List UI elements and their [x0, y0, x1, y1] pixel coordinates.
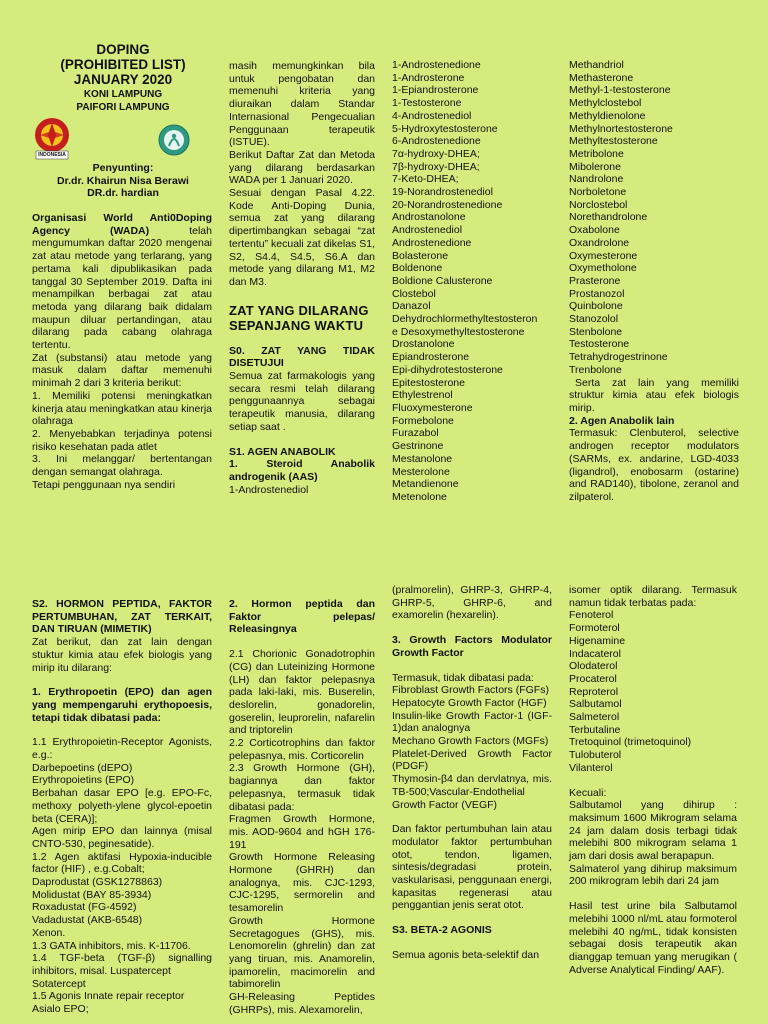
- list-item: Metenolone: [392, 490, 447, 503]
- list-item: Methandriol: [569, 59, 624, 71]
- header-block: [32, 42, 214, 114]
- editor-block: [32, 162, 214, 200]
- list-item: Daprodustat (GSK1278863): [32, 876, 163, 889]
- list-item: Formebolone: [392, 414, 454, 427]
- criteria-item: 1. Memiliki potensi meningkatkan kinerja atau meningkatkan atau kinerja olahraga: [32, 389, 212, 428]
- list-item: Dehydrochlormethyltestosteron: [392, 313, 538, 326]
- list-item: Formoterol: [569, 622, 620, 635]
- list-item: Norboletone: [569, 186, 627, 199]
- list-item: Methasterone: [569, 71, 634, 84]
- list-item: Methyltestosterone: [569, 135, 658, 148]
- panel-8: [569, 584, 737, 976]
- intro-section: [32, 212, 212, 491]
- list-item: Prostanozol: [569, 287, 625, 300]
- list-item: Insulin-like Growth Factor-1 (IGF-1)dan analognya: [392, 709, 552, 735]
- list-item: Clostebol: [392, 287, 436, 300]
- list-item: Roxadustat (FG-4592): [32, 901, 137, 914]
- list-item: Boldenone: [392, 262, 443, 275]
- section-heading: ZAT YANG DILARANG SEPANJANG WAKTU: [229, 302, 369, 333]
- list-item: Hepatocyte Growth Factor (HGF): [392, 696, 547, 709]
- editor-name: DR.dr. hardian: [87, 187, 159, 200]
- list-item: Methylclostebol: [569, 97, 642, 110]
- list-item: 1-Androstenediol: [229, 483, 309, 496]
- list-item: 1.4 TGF-beta (TGF-β) signalling inhibitors, misal. Luspatercept: [32, 952, 212, 977]
- paragraph: Salmaterol yang dihirup maksimum 200 mikrogram lebih dari 24 jam: [569, 862, 737, 888]
- organization-names: KONI LAMPUNG PAIFORI LAMPUNG: [76, 89, 170, 113]
- list-item: Growth Hormone Secretagogues (GHS), mis. Lenomorelin (ghrelin) dan zat yang tiruan, mis. Anamorelin, ipamorelin, macimorelin and tabimorelin: [229, 914, 375, 991]
- doc-title: DOPING (PROHIBITED LIST) JANUARY 2020: [60, 42, 186, 87]
- list-item: Mechano Growth Factors (MGFs): [392, 735, 549, 748]
- list-item: Growth Hormone Releasing Hormone (GHRH) dan analognya, mis. CJC-1293, CJC-1295, sermorelin and tesamorelin: [229, 851, 375, 915]
- subsection-title: 1. Steroid Anabolik androgenik (AAS): [229, 458, 375, 483]
- list-item: Quinbolone: [569, 300, 623, 313]
- list-item: 2.3 Growth Hormone (GH), bagiannya dan faktor pelepasnya, termasuk tidak dibatasi pada:: [229, 762, 375, 813]
- list-item: 19-Norandrostenediol: [392, 186, 493, 199]
- list-item: 5-Hydroxytestosterone: [392, 122, 498, 135]
- paragraph: Termasuk: Clenbuterol, selective androgen receptor modulators (SARMs, ex. andarine, LGD-4033 (ligandrol), enobosarm (ostarine) and RAD140), tibolone, zeranol and zilpaterol.: [569, 427, 739, 503]
- paragraph: Hasil test urine bila Salbutamol melebihi 1000 nl/mL atau formoterol melebihi 40 ng/mL, tidak konsisten sebagai dosis terapeutik akan dianggap temuan yang merugikan ( Adverse Analytical Finding/ AAF).: [569, 900, 737, 976]
- panel-2: [229, 60, 375, 496]
- list-item: Androstanolone: [392, 211, 466, 224]
- list-item: Salbutamol: [569, 698, 622, 711]
- list-item: Oxandrolone: [569, 236, 630, 249]
- panel-7: [392, 584, 552, 962]
- editor-label: Penyunting:: [92, 162, 154, 174]
- list-item: Trenbolone: [569, 363, 622, 376]
- list-item: 7α-hydroxy-DHEA;: [392, 147, 480, 160]
- paifori-logo: [158, 124, 190, 156]
- intro-paragraph: Organisasi World Anti0Doping Agency (WADA) telah mengumumkan daftar 2020 mengenai zat atau metode yang terlarang, yang pertama kali dipublikasikan pada tanggal 30 September 2019. Dafta ini menampilkan berbagai zat atau metoda yang dilarang baik didalam maupun diluar pertandingan, atau dilarang pada cabang olahraga tertentu.: [32, 212, 212, 352]
- logo-caption: INDONESIA: [38, 152, 66, 158]
- list-item: Epiandrosterone: [392, 351, 470, 364]
- list-item: 1-Androsterone: [392, 71, 465, 84]
- list-item: Sotatercept: [32, 977, 86, 990]
- list-item: Tretoquinol (trimetoquinol): [569, 736, 692, 749]
- list-item: Darbepoetins (dEPO): [32, 761, 133, 774]
- list-item: Epitestosterone: [392, 376, 465, 389]
- list-item: Gestrinone: [392, 440, 444, 453]
- list-item: Reproterol: [569, 685, 619, 698]
- list-item: Fragmen Growth Hormone, mis. AOD-9604 and hGH 176-191: [229, 813, 375, 851]
- list-item: 2.1 Chorionic Gonadotrophin (CG) dan Luteinizing Hormone (LH) dan faktor pelepasnya pada laki-laki, mis. Buserelin, deslorelin, gonadorelin, goserelin, leuprorelin, nafarelin and triptorelin: [229, 648, 375, 737]
- list-item: Thymosin-β4 dan dervlatnya, mis. TB-500;Vascular-Endothelial Growth Factor (VEGF): [392, 773, 552, 811]
- criteria-item: 2. Menyebabkan terjadinya potensi risiko kesehatan pada atlet: [32, 427, 212, 453]
- list-item: Tetrahydrogestrinone: [569, 351, 668, 364]
- list-item: GH-Releasing Peptides (GHRPs), mis. Alexamorelin,: [229, 991, 375, 1016]
- list-item: Danazol: [392, 300, 431, 313]
- list-item: Fibroblast Growth Factors (FGFs): [392, 684, 549, 697]
- list-item: Olodaterol: [569, 660, 618, 673]
- list-item: Oxymetholone: [569, 262, 637, 275]
- list-item: Metribolone: [569, 147, 624, 160]
- growth-factor-list: [392, 672, 552, 812]
- list-item: Methylnortestosterone: [569, 122, 673, 135]
- list-item: Indacaterol: [569, 647, 621, 660]
- list-item: Methyl-1-testosterone: [569, 84, 671, 97]
- label: Kecuali:: [569, 786, 607, 799]
- list-item: 2.2 Corticotrophins dan faktor pelepasnya, mis. Corticorelin: [229, 737, 375, 762]
- paragraph: Berikut Daftar Zat dan Metoda yang dilarang berdasarkan WADA per 1 Januari 2020.: [229, 148, 375, 187]
- list-item: 1.1 Erythropoietin-Receptor Agonists, e.g.:: [32, 736, 212, 762]
- list-item: Molidustat (BAY 85-3934): [32, 888, 152, 901]
- section-title: S2. HORMON PEPTIDA, FAKTOR PERTUMBUHAN, ZAT TERKAIT, DAN TIRUAN (MIMETIK): [32, 598, 212, 636]
- list-item: Norethandrolone: [569, 211, 648, 224]
- list-item: Agen mirip EPO dan lainnya (misal CNTO-530, peginesatide).: [32, 825, 212, 850]
- paragraph: Salbutamol yang dihirup : maksimum 1600 Mikrogram selama 24 jam dalam dosis terbagi tidak melebihi 800 mikrogram selama 1 jam dari dosis awal berapapun.: [569, 799, 737, 863]
- section-title: S1. AGEN ANABOLIK: [229, 445, 336, 458]
- list-item: Bolasterone: [392, 249, 449, 262]
- panel-5: [32, 598, 212, 1016]
- paragraph: (pralmorelin), GHRP-3, GHRP-4, GHRP-5, GHRP-6, and examorelin (hexarelin).: [392, 584, 552, 622]
- list-item: Mesterolone: [392, 465, 450, 478]
- list-item: Oxabolone: [569, 224, 620, 237]
- list-item: Higenamine: [569, 634, 626, 647]
- subsection-title: 1. Erythropoetin (EPO) dan agen yang mempengaruhi erythopoesis, tetapi tidak dibatasi pada:: [32, 686, 212, 724]
- list-item: Vilanterol: [569, 761, 613, 774]
- list-item: Nandrolone: [569, 173, 624, 186]
- list-item: 1.2 Agen aktifasi Hypoxia-inducible factor (HIF) , e.g.Cobalt;: [32, 850, 212, 876]
- list-item: Methyldienolone: [569, 109, 646, 122]
- paragraph: Semua agonis beta-selektif dan: [392, 948, 540, 961]
- subsection-title: 3. Growth Factors Modulator Growth Factor: [392, 634, 552, 659]
- list-item: 1-Epiandrosterone: [392, 84, 479, 97]
- paragraph: Dan faktor pertumbuhan lain atau modulator faktor pertumbuhan otot, tendon, ligamen, sintesis/degradasi protein, vaskularisasi, penggunaan energi, kapasitas regenerasi atau penggantian jenis serat otot.: [392, 823, 552, 912]
- list-item: Platelet-Derived Growth Factor (PDGF): [392, 747, 552, 773]
- steroid-list: [392, 59, 562, 504]
- list-item: 1-Androstenedione: [392, 59, 481, 71]
- list-item: e Desoxymethyltestosterone: [392, 325, 525, 338]
- list-item: Androstenedione: [392, 236, 472, 249]
- list-item: Ethylestrenol: [392, 389, 453, 402]
- list-item: Mestanolone: [392, 452, 453, 465]
- list-item: Drostanolone: [392, 338, 455, 351]
- editor-name: Dr.dr. Khairun Nisa Berawi: [57, 174, 189, 187]
- paragraph: masih memungkinkan bila untuk pengobatan dan memenuhi kriteria yang diuraikan dalam Standar Internasional Pengecualian Penggunaan terapeutik (ISTUE).: [229, 60, 375, 149]
- list-item: Stanozolol: [569, 313, 619, 326]
- criteria-item: 3. Ini melanggar/ bertentangan dengan semangat olahraga.: [32, 453, 212, 479]
- list-item: Testosterone: [569, 338, 630, 351]
- section-title: S3. BETA-2 AGONIS: [392, 924, 492, 937]
- list-item: Fenoterol: [569, 609, 614, 622]
- paragraph: isomer optik dilarang. Termasuk namun tidak terbatas pada:: [569, 584, 737, 609]
- list-item: Erythropoietins (EPO): [32, 774, 135, 787]
- list-item: Androstenediol: [392, 224, 463, 237]
- list-item: Salmeterol: [569, 711, 620, 724]
- list-item: Tulobuterol: [569, 749, 622, 762]
- list-item: Fluoxymesterone: [392, 401, 473, 414]
- paragraph: Zat berikut, dan zat lain dengan stuktur kimia atau efek biologis yang mirip itu dilarang:: [32, 636, 212, 674]
- criteria-intro: Zat (substansi) atau metode yang masuk dalam daftar memenuhi minimah 2 dari 3 kriteria berikut:: [32, 351, 212, 390]
- list-item: 6-Androstenedione: [392, 135, 481, 148]
- beta2-list: [569, 609, 737, 774]
- paragraph: Tetapi penggunaan nya sendiri: [32, 478, 176, 491]
- list-item: Norclostebol: [569, 198, 628, 211]
- list-item: Metandienone: [392, 478, 459, 491]
- list-item: Prasterone: [569, 274, 621, 287]
- list-item: Vadadustat (AKB-6548): [32, 914, 143, 927]
- list-item: Mibolerone: [569, 160, 621, 173]
- list-item: 1.3 GATA inhibitors, mis. K-11706.: [32, 939, 191, 952]
- list-item: 7β-hydroxy-DHEA;: [392, 160, 480, 173]
- list-item: Termasuk, tidak dibatasi pada:: [392, 671, 534, 684]
- list-item: Procaterol: [569, 672, 617, 685]
- list-item: 1-Testosterone: [392, 97, 462, 110]
- list-item: Furazabol: [392, 427, 439, 440]
- paragraph: Sesuai dengan Pasal 4.22. Kode Anti-Doping Dunia, semua zat yang dilarang dipertimbangkan sebagai “zat tertentu” kecuali zat dikelas S1, S2, S4.4, S4.5, S6.A dan metode yang dilarang M1, M2 dan M3.: [229, 187, 375, 288]
- subsection-title: 2. Agen Anabolik lain: [569, 414, 675, 427]
- list-item: 20-Norandrostenedione: [392, 198, 503, 211]
- list-item: Terbutaline: [569, 723, 621, 736]
- koni-logo: [30, 115, 74, 165]
- list-item: 7-Keto-DHEA;: [392, 173, 459, 186]
- list-item: Epi-dihydrotestosterone: [392, 363, 503, 376]
- list-item: 4-Androstenediol: [392, 109, 472, 122]
- list-item: Xenon.: [32, 926, 66, 939]
- paragraph: Semua zat farmakologis yang secara resmi telah dilarang penggunaannya sebagai terapeutik manusia, dilarang setiap saat .: [229, 370, 375, 433]
- list-item: Asialo EPO;: [32, 1003, 89, 1016]
- hormone-list: [229, 648, 375, 1016]
- list-item: Oxymesterone: [569, 249, 638, 262]
- section-title: S0. ZAT YANG TIDAK DISETUJUI: [229, 344, 375, 370]
- panel-6: [229, 598, 375, 1017]
- epo-list: [32, 736, 212, 1015]
- steroid-list-continued: [569, 59, 739, 377]
- list-item: 1.5 Agonis Innate repair receptor: [32, 990, 185, 1003]
- subsection-title: 2. Hormon peptida dan Faktor pelepas/ Releasingnya: [229, 598, 375, 636]
- list-item: Berbahan dasar EPO [e.g. EPO-Fc, methoxy polyeth-ylene glycol-epoetin beta (CERA)];: [32, 787, 212, 825]
- note: Serta zat lain yang memiliki struktur kimia atau efek biologis mirip.: [569, 376, 739, 414]
- panel-4: [569, 59, 739, 504]
- list-item: Boldione Calusterone: [392, 274, 493, 287]
- list-item: Stenbolone: [569, 325, 623, 338]
